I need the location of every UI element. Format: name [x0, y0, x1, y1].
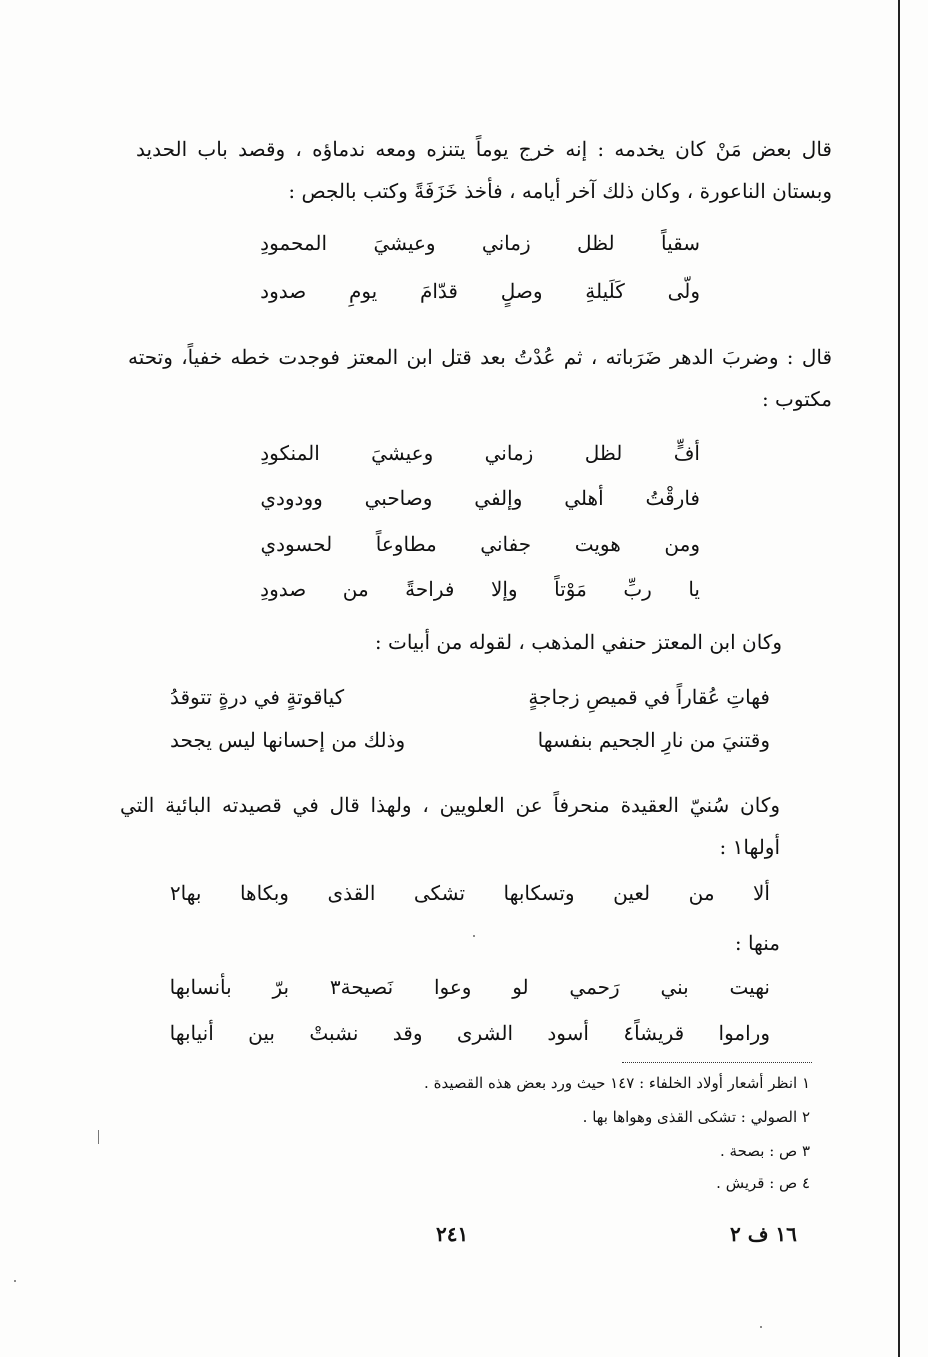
verse-line [260, 481, 700, 515]
verse-line [260, 572, 700, 606]
verse-line [170, 680, 770, 714]
verse-line [260, 527, 700, 561]
verse-hemistich-first: وقتنيَ من نارِ الجحيم بنفسها [537, 728, 770, 752]
signature-mark: ١٦ ف ٢ [730, 1222, 797, 1246]
verse-line [170, 876, 770, 910]
footnote: ٣ ص : بصحة . [720, 1142, 810, 1160]
footnote: ١ انظر أشعار أولاد الخلفاء : ١٤٧ حيث ورد بعض هذه القصيدة . [424, 1074, 810, 1092]
verse-hemistich-second: كياقوتةٍ في درةٍ تتوقدُ [170, 685, 345, 709]
paragraph-5: منها : [734, 931, 780, 955]
verse-line [170, 723, 770, 757]
verse-text: سقياً لظل زماني وعيشيَ المحمودِ [260, 231, 700, 255]
paragraph-2: قال : وضربَ الدهر ضَرَباته ، ثم عُدْتُ بعد قتل ابن المعتز فوجدت خطه خفياً، وتحته مكتوب : [128, 345, 832, 411]
footnote-separator [622, 1062, 812, 1063]
verse-line [260, 436, 700, 470]
verse-text: ألا من لعين وتسكابها تشكى القذى وبكاها بها٢ [169, 881, 770, 905]
footnote: ٤ ص : قريش . [716, 1174, 810, 1192]
scan-speck [473, 935, 475, 937]
verse-line [170, 1016, 770, 1050]
verse-text: نهيت بني رَحمي لو وعوا نَصيحة٣ برّ بأنسابها [169, 975, 770, 999]
verse-text: يا ربِّ مَوْتاً وإلا فراحةً من صدودِ [260, 577, 700, 601]
verse-hemistich-first: فهاتِ عُقاراً في قميصِ زجاجةٍ [528, 685, 770, 709]
verse-text: أفٍّ لظل زماني وعيشيَ المنكودِ [260, 441, 700, 465]
verse-line [170, 970, 770, 1004]
verse-line [260, 274, 700, 308]
scan-speck [760, 1326, 762, 1328]
page-edge-line [898, 0, 900, 1357]
footnote: ٢ الصولي : تشكى القذى وهواها بها . [582, 1108, 810, 1126]
verse-text: وراموا قريشاً٤ أسود الشرى وقد نشبتْ بين أنيابها [169, 1021, 770, 1045]
verse-text: ومن هويت جفاني مطاوعاً لحسودي [260, 532, 700, 556]
page-number: ٢٤١ [436, 1222, 469, 1246]
scan-speck [14, 1280, 16, 1282]
paragraph-4: وكان سُنيّ العقيدة منحرفاً عن العلويين ، ولهذا قال في قصيدته البائية التي أولها١ : [120, 793, 780, 859]
verse-text: فارقْتُ أهلي وإلفي وصاحبي وودودي [260, 486, 700, 510]
scan-mark [98, 1130, 99, 1144]
verse-text: ولّى كَلَيلةِ وصلٍ قدّامَ يومِ صدود [260, 279, 700, 303]
verse-line [260, 226, 700, 260]
verse-hemistich-second: وذلك من إحسانها ليس يجحد [170, 728, 406, 752]
paragraph-1: قال بعض مَنْ كان يخدمه : إنه خرج يوماً يتنزه ومعه ندماؤه ، وقصد باب الحديد وبستان الناعورة ، وكان ذلك آخر أيامه ، فأخذ خَزَفَةً وكتب بالجص : [136, 137, 832, 203]
paragraph-3: وكان ابن المعتز حنفي المذهب ، لقوله من أبيات : [374, 630, 782, 654]
